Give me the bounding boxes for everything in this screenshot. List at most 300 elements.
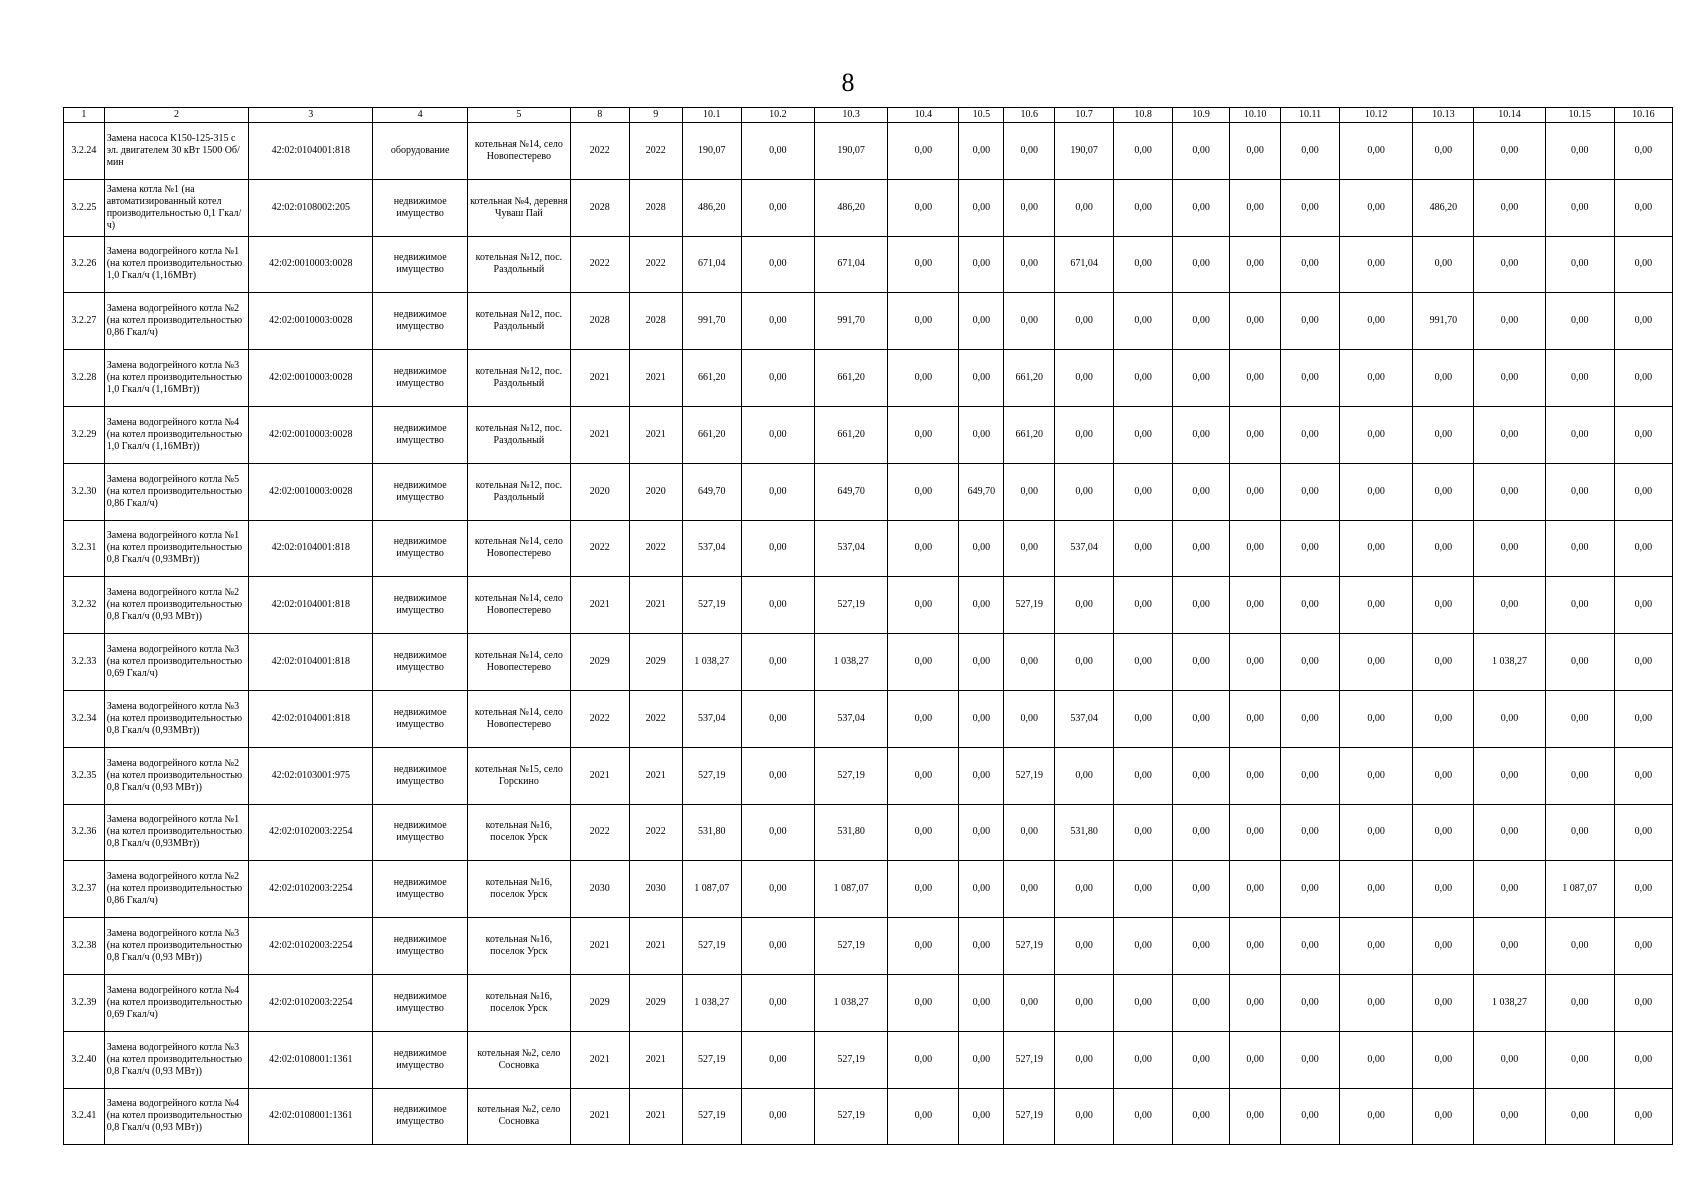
column-header: 10.14 xyxy=(1474,108,1545,123)
table-cell: 0,00 xyxy=(1173,804,1230,861)
table-cell: 0,00 xyxy=(741,520,814,577)
table-cell: 0,00 xyxy=(1413,520,1474,577)
table-row xyxy=(64,577,1673,634)
table-cell: 0,00 xyxy=(1614,804,1672,861)
table-cell: 0,00 xyxy=(1004,236,1055,293)
table-cell: 2028 xyxy=(629,293,682,350)
table-cell: 0,00 xyxy=(1230,179,1281,236)
table-cell: 0,00 xyxy=(1114,406,1173,463)
table-cell: 0,00 xyxy=(741,634,814,691)
table-cell: Замена водогрейного котла №2 (на котел производительностью 0,8 Гкал/ч (0,93 МВт)) xyxy=(104,747,249,804)
table-cell: 0,00 xyxy=(1413,1031,1474,1088)
table-cell: Замена водогрейного котла №3 (на котел производительностью 0,8 Гкал/ч (0,93 МВт)) xyxy=(104,918,249,975)
table-cell: 671,04 xyxy=(814,236,887,293)
table-cell: 0,00 xyxy=(888,918,959,975)
table-cell: Замена водогрейного котла №2 (на котел производительностью 0,86 Гкал/ч) xyxy=(104,293,249,350)
table-cell: 42:02:0010003:0028 xyxy=(249,406,373,463)
table-cell: 0,00 xyxy=(1230,1031,1281,1088)
table-cell: 0,00 xyxy=(1004,520,1055,577)
table-cell: Замена водогрейного котла №4 (на котел производительностью 0,69 Гкал/ч) xyxy=(104,974,249,1031)
table-cell: 0,00 xyxy=(1413,747,1474,804)
table-cell: 0,00 xyxy=(1173,350,1230,407)
table-cell: 0,00 xyxy=(888,747,959,804)
table-cell: 527,19 xyxy=(682,577,741,634)
table-cell: 0,00 xyxy=(1474,406,1545,463)
table-cell: 42:02:0108001:1361 xyxy=(249,1088,373,1145)
table-cell: 0,00 xyxy=(959,123,1004,180)
table-cell: 0,00 xyxy=(959,861,1004,918)
table-cell: 0,00 xyxy=(1614,861,1672,918)
table-cell: 0,00 xyxy=(1340,747,1413,804)
table-cell: 671,04 xyxy=(1055,236,1114,293)
table-cell: 0,00 xyxy=(741,690,814,747)
table-cell: 2028 xyxy=(629,179,682,236)
table-cell: 0,00 xyxy=(959,350,1004,407)
table-cell: недвижимое имущество xyxy=(373,406,468,463)
table-cell: 0,00 xyxy=(1055,634,1114,691)
table-cell: 2020 xyxy=(570,463,629,520)
table-cell: 0,00 xyxy=(1055,861,1114,918)
table-cell: недвижимое имущество xyxy=(373,918,468,975)
table-cell: 0,00 xyxy=(1614,1088,1672,1145)
table-cell: 0,00 xyxy=(1340,1088,1413,1145)
table-cell: 3.2.32 xyxy=(64,577,105,634)
table-row xyxy=(64,179,1673,236)
table-cell: 0,00 xyxy=(1281,1088,1340,1145)
table-cell: 0,00 xyxy=(1474,236,1545,293)
table-cell: 537,04 xyxy=(814,520,887,577)
table-cell: 2022 xyxy=(570,690,629,747)
table-cell: 0,00 xyxy=(1413,804,1474,861)
table-cell: 0,00 xyxy=(1230,520,1281,577)
table-cell: 3.2.30 xyxy=(64,463,105,520)
table-cell: недвижимое имущество xyxy=(373,236,468,293)
table-cell: 0,00 xyxy=(741,406,814,463)
table-cell: 0,00 xyxy=(959,1031,1004,1088)
table-cell: 0,00 xyxy=(1413,406,1474,463)
table-cell: 0,00 xyxy=(1114,1031,1173,1088)
table-cell: 42:02:0010003:0028 xyxy=(249,463,373,520)
table-cell: 2022 xyxy=(629,520,682,577)
table-cell: 0,00 xyxy=(1340,918,1413,975)
table-row xyxy=(64,293,1673,350)
table-cell: 486,20 xyxy=(1413,179,1474,236)
table-cell: Замена водогрейного котла №2 (на котел производительностью 0,86 Гкал/ч) xyxy=(104,861,249,918)
column-header: 10.6 xyxy=(1004,108,1055,123)
table-cell: 0,00 xyxy=(1340,123,1413,180)
table-cell: 0,00 xyxy=(1474,123,1545,180)
table-cell: 2021 xyxy=(629,350,682,407)
table-cell: 0,00 xyxy=(1340,179,1413,236)
table-cell: 42:02:0108002:205 xyxy=(249,179,373,236)
table-cell: недвижимое имущество xyxy=(373,179,468,236)
table-cell: 0,00 xyxy=(1004,123,1055,180)
table-cell: 0,00 xyxy=(1413,918,1474,975)
table-cell: 0,00 xyxy=(741,918,814,975)
table-cell: 0,00 xyxy=(741,577,814,634)
table-row xyxy=(64,634,1673,691)
table-cell: 3.2.27 xyxy=(64,293,105,350)
table-row xyxy=(64,974,1673,1031)
table-cell: 2021 xyxy=(629,406,682,463)
page-number: 8 xyxy=(841,68,855,97)
table-cell: 0,00 xyxy=(741,1088,814,1145)
table-cell: 0,00 xyxy=(1004,861,1055,918)
table-cell: котельная №16, поселок Урск xyxy=(468,918,571,975)
table-cell: 0,00 xyxy=(741,1031,814,1088)
table-cell: 0,00 xyxy=(1281,293,1340,350)
table-cell: 2029 xyxy=(570,634,629,691)
table-cell: 661,20 xyxy=(682,406,741,463)
table-cell: 0,00 xyxy=(1474,293,1545,350)
table-cell: недвижимое имущество xyxy=(373,804,468,861)
table-cell: 0,00 xyxy=(1413,577,1474,634)
table-cell: котельная №4, деревня Чуваш Пай xyxy=(468,179,571,236)
table-cell: 0,00 xyxy=(1614,520,1672,577)
table-cell: 991,70 xyxy=(1413,293,1474,350)
table-cell: 661,20 xyxy=(814,350,887,407)
table-cell: недвижимое имущество xyxy=(373,974,468,1031)
table-cell: 0,00 xyxy=(1114,577,1173,634)
table-cell: 0,00 xyxy=(1413,350,1474,407)
table-cell: 1 038,27 xyxy=(814,974,887,1031)
table-cell: 0,00 xyxy=(1614,463,1672,520)
table-cell: 0,00 xyxy=(1340,974,1413,1031)
table-cell: 0,00 xyxy=(1281,520,1340,577)
table-cell: Замена водогрейного котла №3 (на котел производительностью 0,69 Гкал/ч) xyxy=(104,634,249,691)
column-header: 1 xyxy=(64,108,105,123)
table-cell: 0,00 xyxy=(1114,804,1173,861)
table-cell: 1 038,27 xyxy=(682,974,741,1031)
table-row xyxy=(64,123,1673,180)
table-cell: 0,00 xyxy=(959,690,1004,747)
table-cell: 0,00 xyxy=(1055,463,1114,520)
table-cell: 2022 xyxy=(570,236,629,293)
table-cell: 0,00 xyxy=(1281,463,1340,520)
table-cell: 42:02:0010003:0028 xyxy=(249,350,373,407)
table-cell: 0,00 xyxy=(888,1088,959,1145)
table-cell: 0,00 xyxy=(1230,918,1281,975)
table-cell: 0,00 xyxy=(959,406,1004,463)
table-cell: 649,70 xyxy=(814,463,887,520)
table-cell: 0,00 xyxy=(1340,1031,1413,1088)
table-cell: 0,00 xyxy=(1004,634,1055,691)
table-cell: недвижимое имущество xyxy=(373,293,468,350)
table-cell: 1 038,27 xyxy=(1474,634,1545,691)
table-cell: 527,19 xyxy=(682,1031,741,1088)
table-cell: 0,00 xyxy=(1173,463,1230,520)
table-cell: 1 087,07 xyxy=(814,861,887,918)
table-cell: котельная №14, село Новопестерево xyxy=(468,634,571,691)
table-cell: 661,20 xyxy=(682,350,741,407)
table-cell: 0,00 xyxy=(741,350,814,407)
table-cell: 0,00 xyxy=(741,804,814,861)
table-cell: 0,00 xyxy=(741,123,814,180)
table-cell: 537,04 xyxy=(1055,690,1114,747)
column-header: 10.9 xyxy=(1173,108,1230,123)
table-cell: 1 087,07 xyxy=(682,861,741,918)
table-cell: 537,04 xyxy=(682,690,741,747)
table-cell: 42:02:0102003:2254 xyxy=(249,804,373,861)
table-cell: 42:02:0104001:818 xyxy=(249,690,373,747)
table-cell: 0,00 xyxy=(1281,861,1340,918)
table-cell: 0,00 xyxy=(1230,123,1281,180)
table-row xyxy=(64,520,1673,577)
table-cell: 0,00 xyxy=(959,577,1004,634)
table-cell: Замена водогрейного котла №3 (на котел производительностью 1,0 Гкал/ч (1,16МВт)) xyxy=(104,350,249,407)
table-cell: 42:02:0102003:2254 xyxy=(249,918,373,975)
table-cell: 0,00 xyxy=(1230,236,1281,293)
table-cell: 0,00 xyxy=(1474,861,1545,918)
table-cell: 3.2.28 xyxy=(64,350,105,407)
table-cell: котельная №12, пос. Раздольный xyxy=(468,236,571,293)
table-row xyxy=(64,804,1673,861)
table-cell: 0,00 xyxy=(1474,179,1545,236)
table-cell: 1 087,07 xyxy=(1545,861,1614,918)
table-cell: 0,00 xyxy=(1173,406,1230,463)
table-cell: 2022 xyxy=(629,690,682,747)
table-cell: 649,70 xyxy=(959,463,1004,520)
table-cell: недвижимое имущество xyxy=(373,463,468,520)
table-cell: 0,00 xyxy=(1474,747,1545,804)
table-cell: 0,00 xyxy=(1340,520,1413,577)
table-cell: 0,00 xyxy=(1055,577,1114,634)
table-cell: 0,00 xyxy=(1281,918,1340,975)
table-cell: 0,00 xyxy=(1614,974,1672,1031)
table-cell: 0,00 xyxy=(1281,974,1340,1031)
table-row xyxy=(64,747,1673,804)
table-cell: 0,00 xyxy=(1614,236,1672,293)
table-cell: 0,00 xyxy=(888,406,959,463)
table-cell: 0,00 xyxy=(1230,747,1281,804)
table-cell: 0,00 xyxy=(1545,463,1614,520)
table-row xyxy=(64,1031,1673,1088)
column-header: 10.3 xyxy=(814,108,887,123)
table-cell: 0,00 xyxy=(741,463,814,520)
table-cell: 0,00 xyxy=(1004,690,1055,747)
table-cell: 1 038,27 xyxy=(1474,974,1545,1031)
table-cell: 0,00 xyxy=(888,804,959,861)
table-cell: 527,19 xyxy=(682,1088,741,1145)
table-cell: 0,00 xyxy=(1340,690,1413,747)
table-cell: 42:02:0010003:0028 xyxy=(249,236,373,293)
column-header: 10.4 xyxy=(888,108,959,123)
table-cell: 2022 xyxy=(629,236,682,293)
table-cell: 1 038,27 xyxy=(814,634,887,691)
table-cell: 661,20 xyxy=(1004,406,1055,463)
column-header: 10.13 xyxy=(1413,108,1474,123)
table-cell: 0,00 xyxy=(1230,634,1281,691)
table-cell: 0,00 xyxy=(1340,406,1413,463)
table-cell: 0,00 xyxy=(1281,577,1340,634)
table-cell: 661,20 xyxy=(1004,350,1055,407)
table-cell: 527,19 xyxy=(814,918,887,975)
table-cell: котельная №14, село Новопестерево xyxy=(468,520,571,577)
table-cell: 3.2.39 xyxy=(64,974,105,1031)
table-cell: 531,80 xyxy=(1055,804,1114,861)
table-cell: 0,00 xyxy=(959,293,1004,350)
table-cell: 0,00 xyxy=(1474,1031,1545,1088)
table-cell: 0,00 xyxy=(1055,350,1114,407)
column-header: 10.10 xyxy=(1230,108,1281,123)
table-cell: 0,00 xyxy=(1055,179,1114,236)
table-cell: 0,00 xyxy=(1230,293,1281,350)
table-cell: 527,19 xyxy=(814,577,887,634)
table-cell: 0,00 xyxy=(1545,634,1614,691)
table-cell: 2028 xyxy=(570,179,629,236)
table-cell: 0,00 xyxy=(1545,293,1614,350)
table-cell: 2021 xyxy=(629,577,682,634)
table-cell: 0,00 xyxy=(1055,293,1114,350)
table-cell: 0,00 xyxy=(1545,1088,1614,1145)
table-cell: 0,00 xyxy=(1114,179,1173,236)
table-cell: котельная №16, поселок Урск xyxy=(468,861,571,918)
table-cell: 2021 xyxy=(629,1031,682,1088)
table-cell: котельная №12, пос. Раздольный xyxy=(468,406,571,463)
table-cell: 0,00 xyxy=(741,236,814,293)
table-cell: 0,00 xyxy=(1614,406,1672,463)
table-cell: 486,20 xyxy=(682,179,741,236)
table-row xyxy=(64,690,1673,747)
table-cell: 3.2.29 xyxy=(64,406,105,463)
table-cell: 0,00 xyxy=(1614,690,1672,747)
table-cell: 0,00 xyxy=(1230,577,1281,634)
table-cell: 0,00 xyxy=(1614,179,1672,236)
table-cell: 0,00 xyxy=(1340,861,1413,918)
table-cell: котельная №12, пос. Раздольный xyxy=(468,293,571,350)
table-cell: 0,00 xyxy=(1340,463,1413,520)
table-cell: 0,00 xyxy=(1055,406,1114,463)
table-cell: 2030 xyxy=(570,861,629,918)
table-cell: 527,19 xyxy=(814,1088,887,1145)
table-cell: 0,00 xyxy=(1055,918,1114,975)
table-cell: 0,00 xyxy=(959,520,1004,577)
table-cell: 0,00 xyxy=(1114,634,1173,691)
table-cell: 0,00 xyxy=(1545,747,1614,804)
table-cell: 42:02:0108001:1361 xyxy=(249,1031,373,1088)
table-cell: 0,00 xyxy=(1055,1031,1114,1088)
table-cell: 2022 xyxy=(570,123,629,180)
table-cell: котельная №2, село Сосновка xyxy=(468,1088,571,1145)
table-cell: 661,20 xyxy=(814,406,887,463)
table-cell: 42:02:0104001:818 xyxy=(249,634,373,691)
table-cell: 527,19 xyxy=(1004,1031,1055,1088)
table-cell: 0,00 xyxy=(1114,918,1173,975)
table-cell: 0,00 xyxy=(1281,804,1340,861)
table-cell: котельная №16, поселок Урск xyxy=(468,804,571,861)
table-cell: 527,19 xyxy=(814,747,887,804)
table-cell: Замена котла №1 (на автоматизированный котел производительностью 0,1 Гкал/ч) xyxy=(104,179,249,236)
column-header: 8 xyxy=(570,108,629,123)
table-cell: 0,00 xyxy=(1545,179,1614,236)
table-cell: 0,00 xyxy=(1281,747,1340,804)
table-cell: 3.2.25 xyxy=(64,179,105,236)
table-cell: 2021 xyxy=(570,577,629,634)
column-header: 10.8 xyxy=(1114,108,1173,123)
table-cell: 0,00 xyxy=(959,918,1004,975)
table-cell: 537,04 xyxy=(682,520,741,577)
column-header: 4 xyxy=(373,108,468,123)
table-cell: 0,00 xyxy=(1173,520,1230,577)
table-cell: 190,07 xyxy=(814,123,887,180)
table-cell: Замена водогрейного котла №1 (на котел производительностью 1,0 Гкал/ч (1,16МВт) xyxy=(104,236,249,293)
table-cell: 0,00 xyxy=(1413,690,1474,747)
table-cell: 2021 xyxy=(570,747,629,804)
table-cell: 649,70 xyxy=(682,463,741,520)
table-cell: 2021 xyxy=(570,350,629,407)
table-cell: 0,00 xyxy=(1004,179,1055,236)
table-cell: 0,00 xyxy=(1281,179,1340,236)
table-cell: 2022 xyxy=(570,520,629,577)
table-cell: 0,00 xyxy=(1114,690,1173,747)
table-cell: 0,00 xyxy=(1413,861,1474,918)
table-cell: Замена водогрейного котла №2 (на котел производительностью 0,8 Гкал/ч (0,93 МВт)) xyxy=(104,577,249,634)
table-cell: 1 038,27 xyxy=(682,634,741,691)
table-cell: 0,00 xyxy=(1614,123,1672,180)
table-cell: 0,00 xyxy=(1545,804,1614,861)
table-cell: 531,80 xyxy=(682,804,741,861)
table-cell: 42:02:0102003:2254 xyxy=(249,861,373,918)
table-cell: 0,00 xyxy=(1114,520,1173,577)
table-cell: 0,00 xyxy=(959,179,1004,236)
table-cell: недвижимое имущество xyxy=(373,690,468,747)
table-cell: 0,00 xyxy=(1281,690,1340,747)
column-header: 3 xyxy=(249,108,373,123)
table-cell: 0,00 xyxy=(959,236,1004,293)
table-cell: 0,00 xyxy=(1173,1088,1230,1145)
table-cell: 0,00 xyxy=(1474,1088,1545,1145)
table-cell: 0,00 xyxy=(1545,123,1614,180)
table-cell: 3.2.33 xyxy=(64,634,105,691)
table-cell: 0,00 xyxy=(1545,577,1614,634)
table-cell: 2021 xyxy=(570,918,629,975)
table-cell: 0,00 xyxy=(959,804,1004,861)
table-cell: 0,00 xyxy=(1614,747,1672,804)
table-cell: 42:02:0102003:2254 xyxy=(249,974,373,1031)
table-cell: 2021 xyxy=(629,918,682,975)
table-cell: 0,00 xyxy=(1114,293,1173,350)
table-cell: 0,00 xyxy=(888,463,959,520)
investment-table xyxy=(63,107,1673,1145)
column-header: 10.2 xyxy=(741,108,814,123)
table-cell: 0,00 xyxy=(741,747,814,804)
table-cell: 0,00 xyxy=(1281,1031,1340,1088)
table-cell: 0,00 xyxy=(1230,974,1281,1031)
table-cell: 3.2.37 xyxy=(64,861,105,918)
table-cell: 0,00 xyxy=(1173,861,1230,918)
table-cell: 0,00 xyxy=(1614,634,1672,691)
table-cell: 0,00 xyxy=(1004,293,1055,350)
table-cell: 0,00 xyxy=(741,974,814,1031)
table-cell: 991,70 xyxy=(814,293,887,350)
table-cell: 0,00 xyxy=(1173,577,1230,634)
column-header: 10.15 xyxy=(1545,108,1614,123)
table-cell: котельная №14, село Новопестерево xyxy=(468,123,571,180)
table-cell: 0,00 xyxy=(1173,1031,1230,1088)
table-cell: 527,19 xyxy=(682,747,741,804)
table-cell: 0,00 xyxy=(959,747,1004,804)
table-cell: Замена водогрейного котла №1 (на котел производительностью 0,8 Гкал/ч (0,93МВт)) xyxy=(104,804,249,861)
table-cell: 0,00 xyxy=(1281,350,1340,407)
table-cell: оборудование xyxy=(373,123,468,180)
table-cell: 0,00 xyxy=(1114,974,1173,1031)
column-header: 10.7 xyxy=(1055,108,1114,123)
table-row xyxy=(64,406,1673,463)
table-cell: 42:02:0104001:818 xyxy=(249,520,373,577)
table-cell: 0,00 xyxy=(1340,634,1413,691)
table-cell: 0,00 xyxy=(1173,293,1230,350)
table-cell: 0,00 xyxy=(1230,804,1281,861)
